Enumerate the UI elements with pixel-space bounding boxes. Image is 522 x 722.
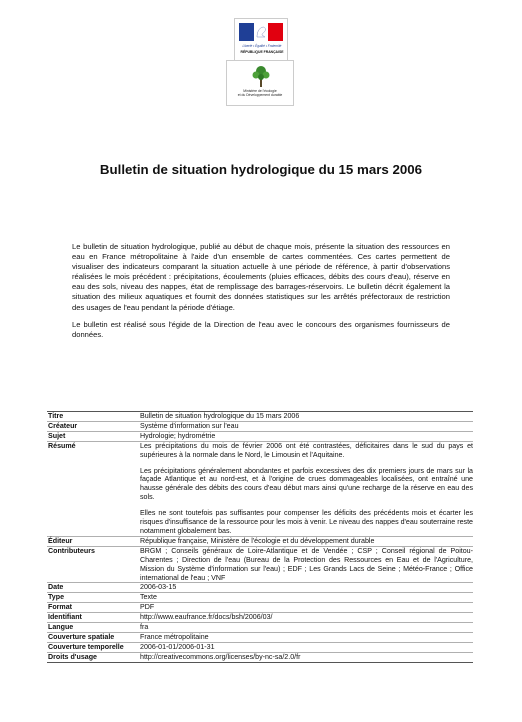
meta-value: fra — [140, 623, 149, 632]
meta-label: Date — [48, 583, 64, 592]
meta-row-couverture-temporelle — [47, 643, 473, 653]
metadata-table — [47, 411, 473, 663]
meta-label: Résumé — [48, 441, 76, 450]
meta-label: Éditeur — [48, 536, 73, 545]
meta-row-contributeurs — [47, 547, 473, 584]
republique-francaise-logo — [234, 18, 288, 62]
intro-paragraph: Le bulletin est réalisé sous l'égide de la Direction de l'eau avec le concours des organismes fournisseurs de données. — [72, 319, 450, 339]
marianne-icon — [253, 24, 269, 40]
resume-paragraph: Les précipitations généralement abondantes et parfois excessives des dix premiers jours de mars sur la façade Atlantique et au nord-est, et à l'origine de crues dommageables localisées, ont entraîné une hausse générale des débits des cours d'eau début mars ainsi qu'une recharge de la réserve en eau des sols. — [140, 466, 473, 502]
ministere-logo — [226, 60, 294, 106]
meta-row-titre — [47, 412, 473, 422]
tree-icon — [251, 64, 271, 88]
meta-label: Couverture spatiale — [48, 632, 115, 641]
rf-motto: Liberté • Égalité • Fraternité — [242, 44, 282, 48]
meta-label: Identifiant — [48, 613, 82, 622]
meta-row-date — [47, 583, 473, 593]
intro-paragraph: Le bulletin de situation hydrologique, publié au début de chaque mois, présente la situation des ressources en eau en France métropolitaine à l'aide d'un ensemble de cartes commentées. Ces cartes permettent de visualiser des indicateurs comparant la situation actuelle à une période de référence, à partir d'observations réalisées le mois précédent : précipitations, écoulements (pluies efficaces, débits des cours d'eau), réserve en eau des sols, niveau des nappes, état de remplissage des barrages-réservoirs. Le bulletin décrit également la situation des milieux aquatiques et fournit des données statistiques sur les arrêtés préfectoraux de restriction des usages de l'eau pendant la période d'étiage. — [72, 242, 450, 312]
meta-label: Droits d'usage — [48, 652, 97, 661]
meta-label: Langue — [48, 623, 74, 632]
meta-label: Sujet — [48, 431, 66, 440]
meta-row-resume — [47, 442, 473, 537]
meta-value: Texte — [140, 593, 157, 602]
resume-paragraph: Les précipitations du mois de février 2006 ont été contrastées, déficitaires dans le sud du pays et supérieures à la normale dans le Nord, le Limousin et l'Aquitaine. — [140, 441, 473, 459]
intro-text — [72, 242, 450, 347]
meta-row-sujet — [47, 432, 473, 442]
meta-value: 2006-01-01/2006-01-31 — [140, 642, 215, 651]
meta-label: Type — [48, 593, 65, 602]
meta-row-type — [47, 593, 473, 603]
meta-value: PDF — [140, 603, 155, 612]
meta-label: Contributeurs — [48, 546, 95, 555]
meta-value: République française, Ministère de l'écologie et du développement durable — [140, 536, 375, 545]
meta-value: Bulletin de situation hydrologique du 15 mars 2006 — [140, 412, 300, 420]
meta-row-createur — [47, 422, 473, 432]
meta-value: 2006-03-15 — [140, 583, 177, 592]
meta-row-couverture-spatiale — [47, 633, 473, 643]
meta-row-editeur — [47, 537, 473, 547]
meta-value: France métropolitaine — [140, 632, 209, 641]
meta-label: Créateur — [48, 421, 78, 430]
meta-row-langue — [47, 623, 473, 633]
page-title: Bulletin de situation hydrologique du 15 mars 2006 — [99, 162, 423, 177]
identifiant-link[interactable]: http://www.eaufrance.fr/docs/bsh/2006/03/ — [140, 613, 273, 622]
meta-value: BRGM ; Conseils généraux de Loire-Atlantique et de Vendée ; CSP ; Conseil régional de Poitou-Charentes ; Direction de l'eau (Bureau de la Protection des Ressources en Eau et de l'Agriculture, Mission du Système d'information sur l'eau) ; EDF ; Les Grands Lacs de Seine ; Météo-France ; Office international de l'eau ; VNF — [140, 546, 473, 582]
ministere-name: Ministère de l'écologie et du Développement durable — [237, 89, 283, 98]
meta-label: Couverture temporelle — [48, 642, 124, 651]
meta-value — [140, 442, 473, 536]
resume-paragraph: Elles ne sont toutefois pas suffisantes pour compenser les déficits des précédents mois et écarter les risques d'insuffisance de la ressource pour les mois à venir. Le niveau des nappes d'eau souterraine reste notamment globalement bas. — [140, 509, 473, 535]
meta-row-identifiant — [47, 613, 473, 623]
meta-label: Titre — [48, 412, 64, 420]
meta-value: Système d'information sur l'eau — [140, 421, 239, 430]
meta-label: Format — [48, 603, 73, 612]
meta-row-format — [47, 603, 473, 613]
rf-name: RÉPUBLIQUE FRANÇAISE — [240, 50, 284, 54]
meta-row-droits — [47, 653, 473, 662]
droits-link[interactable]: http://creativecommons.org/licenses/by-nc-sa/2.0/fr — [140, 652, 301, 661]
meta-value: Hydrologie; hydrométrie — [140, 431, 216, 440]
